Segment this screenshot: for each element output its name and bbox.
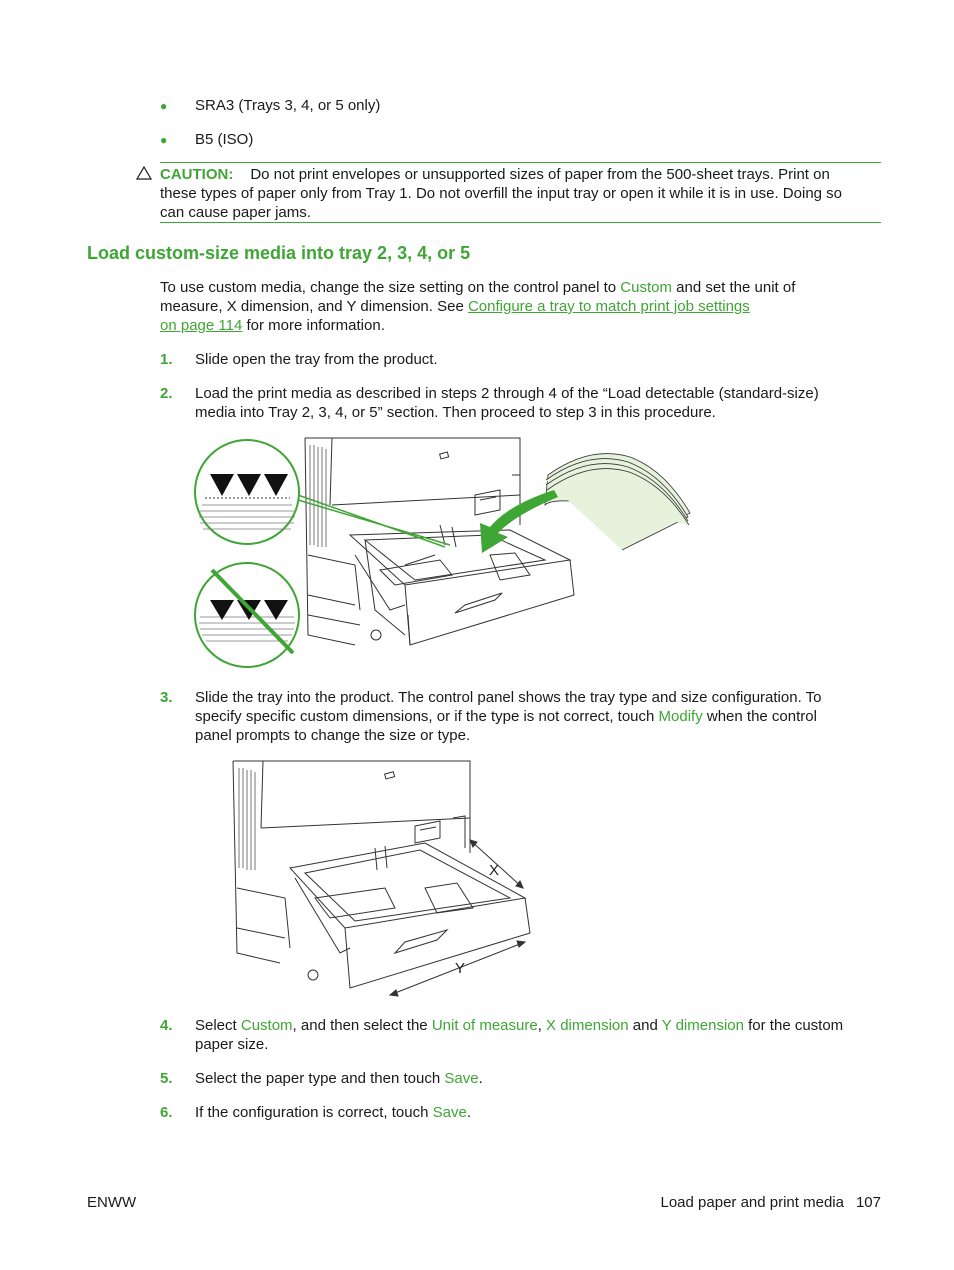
intro-line	[160, 278, 795, 297]
step-line	[195, 1069, 483, 1088]
step-text: and	[628, 1017, 662, 1034]
load-paper-figure	[190, 435, 700, 675]
step-text: when the control	[702, 708, 817, 725]
step-text: Load the print media as described in steps 2 through 4 of the “Load detectable (standard-size)	[195, 385, 819, 402]
step-text: Select	[195, 1017, 241, 1034]
caution-text: these types of paper only from Tray 1. Do not overfill the input tray or open it while it is in use. Doing so	[160, 185, 843, 202]
caution-box	[160, 162, 881, 223]
step-text: .	[478, 1070, 483, 1087]
caution-triangle-icon	[136, 166, 152, 180]
step-text: Select the paper type and then touch	[195, 1070, 445, 1087]
x-dimension-label: X	[489, 862, 500, 879]
step-number: 3.	[160, 689, 173, 706]
caution-label: CAUTION:	[160, 166, 234, 183]
intro-text: measure, X dimension, and Y dimension. See	[160, 298, 468, 315]
bullet-dot: ●	[160, 99, 168, 113]
step-text: media into Tray 2, 3, 4, or 5” section. Then proceed to step 3 in this procedure.	[195, 404, 716, 421]
keyword-x-dimension: X dimension	[546, 1017, 629, 1034]
step-line	[195, 1016, 843, 1035]
step-text: for the custom	[743, 1017, 844, 1034]
custom-dimensions-figure	[225, 758, 535, 1003]
footer-left: ENWW	[87, 1194, 137, 1211]
step-number: 2.	[160, 385, 173, 402]
intro-text: for more information.	[242, 317, 385, 334]
keyword-save: Save	[432, 1104, 467, 1121]
step-text: .	[466, 1104, 471, 1121]
bullet-text: B5 (ISO)	[195, 131, 254, 148]
intro-line	[160, 297, 750, 316]
keyword-modify: Modify	[658, 708, 703, 725]
step-text: If the configuration is correct, touch	[195, 1104, 433, 1121]
step-text: Slide the tray into the product. The control panel shows the tray type and size configuration. To	[195, 689, 822, 706]
bullet-dot: ●	[160, 133, 168, 147]
step-number: 6.	[160, 1104, 173, 1121]
step-number: 1.	[160, 351, 173, 368]
intro-text: To use custom media, change the size setting on the control panel to	[160, 279, 621, 296]
keyword-custom: Custom	[240, 1017, 293, 1034]
step-text: specify specific custom dimensions, or if the type is not correct, touch	[195, 708, 659, 725]
section-title: Load custom-size media into tray 2, 3, 4, or 5	[87, 243, 471, 263]
step-text: Slide open the tray from the product.	[195, 351, 438, 368]
keyword-custom: Custom	[620, 279, 672, 296]
page-114-link[interactable]: on page 114	[160, 317, 243, 334]
intro-text: and set the unit of	[671, 279, 796, 296]
keyword-y-dimension: Y dimension	[661, 1017, 744, 1034]
step-text: paper size.	[195, 1036, 269, 1053]
keyword-save: Save	[444, 1070, 479, 1087]
step-text: panel prompts to change the size or type.	[195, 727, 471, 744]
step-number: 5.	[160, 1070, 173, 1087]
bullet-item	[160, 96, 167, 116]
step-text: , and then select the	[292, 1017, 432, 1034]
footer-chapter: Load paper and print media	[660, 1194, 844, 1211]
intro-line	[160, 316, 385, 335]
caution-text: can cause paper jams.	[160, 204, 311, 221]
caution-text: Do not print envelopes or unsupported sizes of paper from the 500-sheet trays. Print on	[250, 166, 830, 183]
step-line	[195, 707, 817, 726]
step-text: ,	[537, 1017, 547, 1034]
configure-tray-link[interactable]: Configure a tray to match print job settings	[467, 298, 750, 315]
y-dimension-label: Y	[455, 960, 466, 977]
page-number: 107	[855, 1194, 881, 1211]
bullet-text: SRA3 (Trays 3, 4, or 5 only)	[195, 97, 381, 114]
bullet-item	[160, 130, 167, 150]
footer-right	[661, 1193, 882, 1212]
keyword-unit-of-measure: Unit of measure	[431, 1017, 538, 1034]
step-line	[195, 1103, 471, 1122]
step-number: 4.	[160, 1017, 173, 1034]
